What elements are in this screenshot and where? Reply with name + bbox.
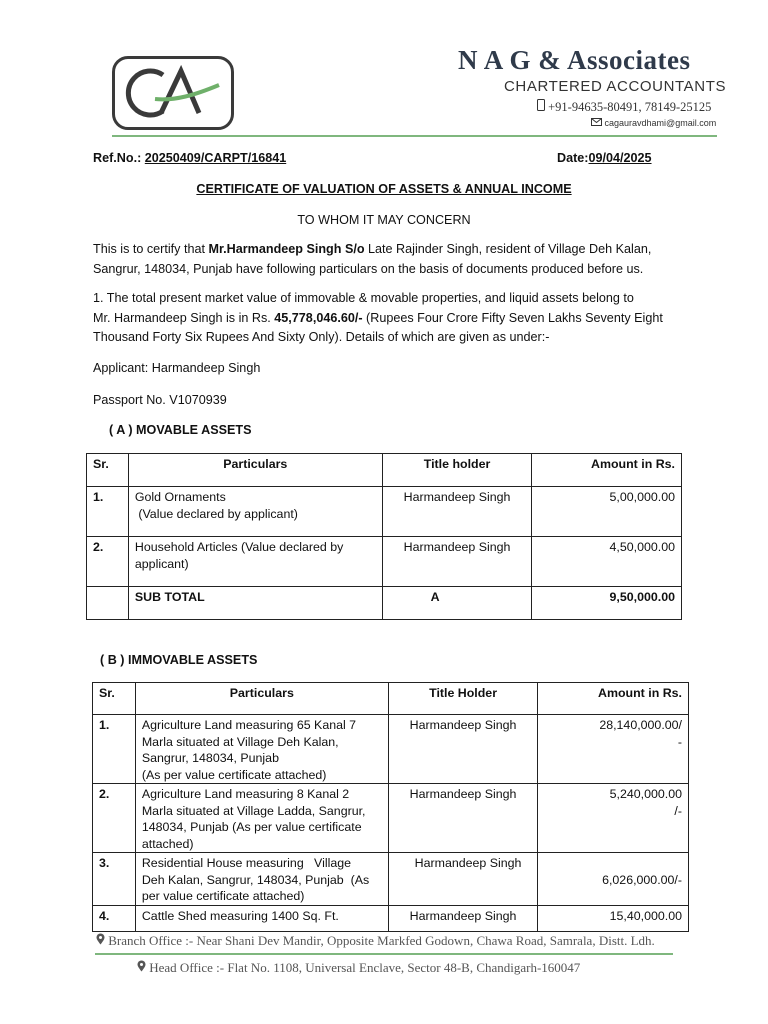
row-sr: 2. — [87, 537, 129, 587]
row-sr — [87, 587, 129, 620]
header-divider — [112, 135, 717, 137]
row-amount: 15,40,000.00 — [538, 905, 689, 931]
row-title-holder: Harmandeep Singh — [388, 905, 538, 931]
firm-name: N A G & Associates — [458, 45, 691, 75]
subtotal-row — [87, 587, 682, 620]
passport-line: Passport No. V1070939 — [93, 393, 227, 407]
phone-numbers: +91-94635-80491, 78149-25125 — [548, 100, 712, 114]
row-particulars: Gold Ornaments (Value declared by applicant) — [128, 487, 382, 537]
branch-office-address: Branch Office :- Near Shani Dev Mandir, Opposite Markfed Godown, Chawa Road, Samrala, Distt. Ldh. — [108, 933, 655, 948]
header-amount: Amount in Rs. — [538, 683, 689, 715]
point-1-line-2: Mr. Harmandeep Singh is in Rs. — [93, 310, 275, 325]
location-pin-icon — [137, 960, 146, 976]
movable-assets-table — [86, 453, 682, 620]
firm-subtitle: CHARTERED ACCOUNTANTS — [504, 78, 727, 95]
applicant-line: Applicant: Harmandeep Singh — [93, 361, 261, 375]
point-1-line-3: Thousand Forty Six Rupees And Sixty Only). Details of which are given as under:- — [93, 330, 550, 344]
table-row — [87, 537, 682, 587]
movable-assets-heading: ( A ) MOVABLE ASSETS — [109, 423, 252, 437]
row-amount: 5,240,000.00 /- — [538, 784, 689, 853]
row-title-holder: Harmandeep Singh — [382, 487, 532, 537]
row-amount: 28,140,000.00/ - — [538, 715, 689, 784]
row-sr: 1. — [87, 487, 129, 537]
branch-office-line — [96, 933, 655, 949]
point-1-line-1: 1. The total present market value of immovable & movable properties, and liquid assets belong to — [93, 291, 634, 305]
row-particulars: Cattle Shed measuring 1400 Sq. Ft. — [135, 905, 388, 931]
subtotal-label: SUB TOTAL — [128, 587, 382, 620]
salutation: TO WHOM IT MAY CONCERN — [297, 213, 471, 227]
total-value: 45,778,046.60/- — [274, 310, 363, 325]
table-row — [93, 784, 689, 853]
certificate-title: CERTIFICATE OF VALUATION OF ASSETS & ANNUAL INCOME — [196, 182, 572, 196]
header-particulars: Particulars — [128, 454, 382, 487]
row-amount: 4,50,000.00 — [532, 537, 682, 587]
row-title-holder: Harmandeep Singh — [388, 715, 538, 784]
row-sr: 1. — [93, 715, 136, 784]
table-row — [93, 905, 689, 931]
header-particulars: Particulars — [135, 683, 388, 715]
intro-text: This is to certify that — [93, 242, 209, 256]
header-amount: Amount in Rs. — [532, 454, 682, 487]
location-pin-icon — [96, 933, 105, 949]
row-title-holder: Harmandeep Singh — [382, 537, 532, 587]
point-1-line-2b: (Rupees Four Crore Fifty Seven Lakhs Seventy Eight — [362, 310, 663, 325]
row-sr: 3. — [93, 853, 136, 906]
table-row — [93, 715, 689, 784]
header-sr: Sr. — [93, 683, 136, 715]
row-sr: 4. — [93, 905, 136, 931]
firm-logo — [112, 56, 234, 130]
intro-text-2: Late Rajinder Singh, resident of Village Deh Kalan, — [364, 242, 652, 256]
footer-divider — [95, 953, 673, 955]
date-value: 09/04/2025 — [588, 151, 652, 165]
intro-line-2: Sangrur, 148034, Punjab have following particulars on the basis of documents produced before us. — [93, 261, 644, 276]
immovable-assets-heading: ( B ) IMMOVABLE ASSETS — [100, 653, 258, 667]
row-title-holder: Harmandeep Singh — [388, 853, 538, 906]
head-office-line — [137, 960, 580, 976]
head-office-address: Head Office :- Flat No. 1108, Universal Enclave, Sector 48-B, Chandigarh-160047 — [149, 960, 581, 975]
header-title-holder: Title holder — [382, 454, 532, 487]
ref-value: 20250409/CARPT/16841 — [144, 151, 287, 165]
reference-number — [93, 150, 286, 166]
row-amount: 6,026,000.00/- — [538, 853, 689, 906]
intro-paragraph — [93, 240, 693, 279]
header-title-holder: Title Holder — [388, 683, 538, 715]
row-sr: 2. — [93, 784, 136, 853]
phone-line — [537, 99, 711, 115]
ref-label: Ref.No.: — [93, 151, 142, 165]
row-particulars: Agriculture Land measuring 8 Kanal 2 Marla situated at Village Ladda, Sangrur, 148034, Punjab (As per value certificate attached) — [135, 784, 388, 853]
envelope-icon — [591, 118, 602, 128]
table-row — [87, 487, 682, 537]
row-title-holder: Harmandeep Singh — [388, 784, 538, 853]
point-1-paragraph — [93, 289, 713, 348]
table-header-row — [87, 454, 682, 487]
row-particulars: Household Articles (Value declared by applicant) — [128, 537, 382, 587]
table-row — [93, 853, 689, 906]
subtotal-amount: 9,50,000.00 — [532, 587, 682, 620]
table-header-row — [93, 683, 689, 715]
phone-icon — [537, 99, 545, 115]
ca-logo-icon — [115, 59, 231, 127]
applicant-name: Mr.Harmandeep Singh S/o — [208, 242, 365, 256]
immovable-assets-table — [92, 682, 689, 932]
header-sr: Sr. — [87, 454, 129, 487]
email-address: cagauravdhami@gmail.com — [604, 118, 717, 128]
email-line — [591, 118, 716, 128]
date-label: Date: — [557, 151, 589, 165]
certificate-date — [557, 150, 652, 166]
subtotal-holder: A — [382, 587, 532, 620]
row-particulars: Agriculture Land measuring 65 Kanal 7 Marla situated at Village Deh Kalan, Sangrur, 148034, Punjab (As per value certificate attached) — [135, 715, 388, 784]
row-amount: 5,00,000.00 — [532, 487, 682, 537]
row-particulars: Residential House measuring Village Deh Kalan, Sangrur, 148034, Punjab (As per value certificate attached) — [135, 853, 388, 906]
